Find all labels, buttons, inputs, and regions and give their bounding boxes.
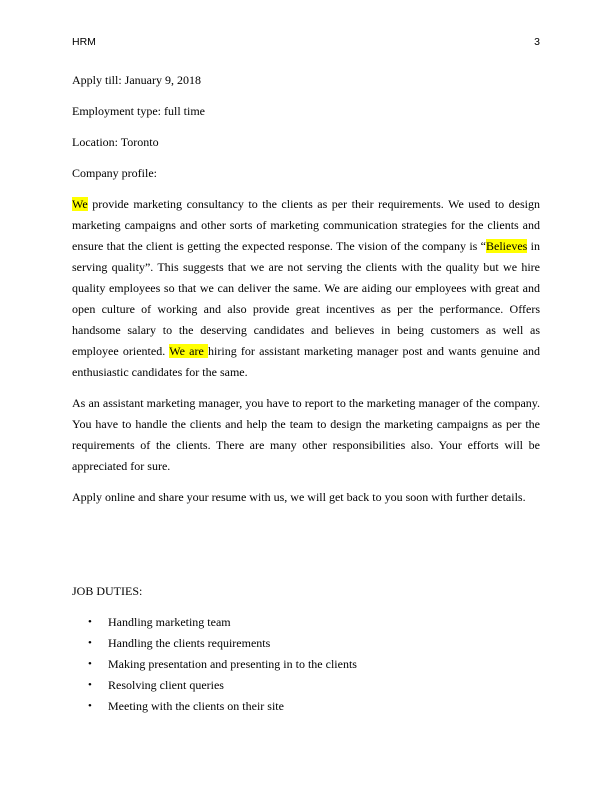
role-paragraph: As an assistant marketing manager, you have to report to the marketing manager of the company. You have to handle the clients and help the team to design the marketing campaigns as per the requirements of the clients. There are many other responsibilities also. Your efforts will be appreciated for sure.: [72, 396, 540, 473]
list-item-text: Resolving client queries: [108, 678, 224, 692]
employment-type: Employment type: full time: [72, 104, 205, 118]
apply-till: Apply till: January 9, 2018: [72, 73, 201, 87]
bullet-icon: •: [88, 637, 92, 649]
list-item-text: Handling marketing team: [108, 615, 231, 629]
list-item-text: Making presentation and presenting in to the clients: [108, 657, 357, 671]
page-number: 3: [534, 36, 540, 48]
job-duties-heading: JOB DUTIES:: [72, 584, 143, 598]
location: Location: Toronto: [72, 135, 159, 149]
list-item: [72, 633, 540, 654]
bullet-icon: •: [88, 679, 92, 691]
apply-paragraph: Apply online and share your resume with us, we will get back to you soon with further details.: [72, 490, 526, 504]
company-profile-paragraph: [72, 194, 540, 383]
highlight-we: We: [72, 197, 88, 211]
para1-text-1: provide marketing consultancy to the clients as per their requirements. We used to design marketing campaigns and other sorts of marketing communication strategies for the clients and ensure that the client is getting the expected response. The vision of the company is “: [72, 197, 540, 253]
list-item: [72, 612, 540, 633]
company-profile-label: Company profile:: [72, 166, 157, 180]
list-item: [72, 675, 540, 696]
spacer: [72, 518, 540, 581]
header-title: HRM: [72, 36, 96, 48]
list-item: [72, 654, 540, 675]
bullet-icon: •: [88, 700, 92, 712]
para1-text-2: in serving quality”. This suggests that we are not serving the clients with the quality but we hire quality employees so that we can deliver the same. We are aiding our employees with great and open culture of working and also provide great incentives as per the performance. Offers handsome salary to the deserving candidates and believes in being customers as well as employee oriented.: [72, 239, 540, 358]
list-item: [72, 696, 540, 717]
list-item-text: Meeting with the clients on their site: [108, 699, 284, 713]
list-item-text: Handling the clients requirements: [108, 636, 271, 650]
job-duties-list: [72, 612, 540, 717]
bullet-icon: •: [88, 658, 92, 670]
highlight-we-are: We are: [169, 344, 209, 358]
document-body: [72, 70, 540, 717]
highlight-believes: Believes: [486, 239, 528, 253]
bullet-icon: •: [88, 616, 92, 628]
para1-text-3: hiring for assistant marketing manager post and wants genuine and enthusiastic candidates for the same.: [72, 344, 541, 379]
